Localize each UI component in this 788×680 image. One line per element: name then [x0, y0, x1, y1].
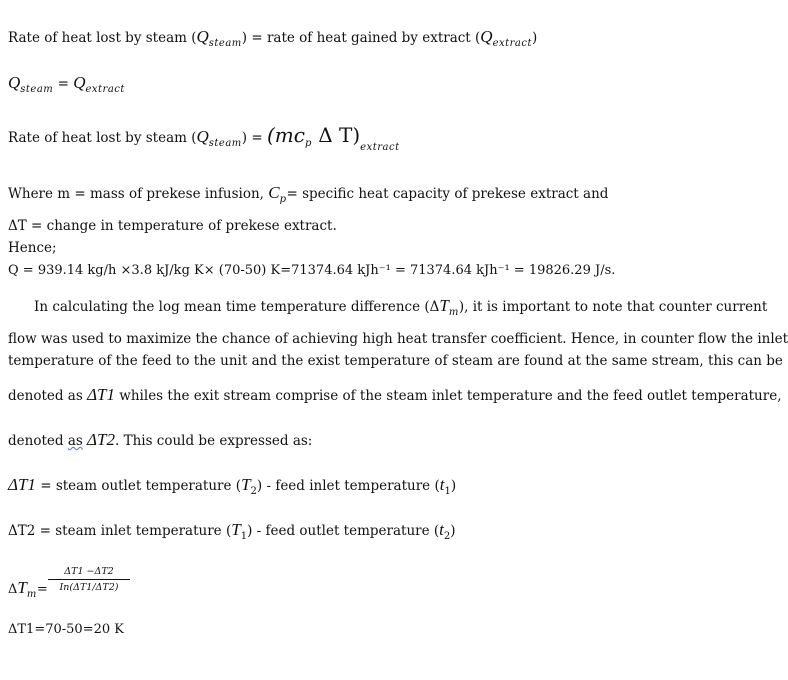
subscript: p	[279, 194, 287, 205]
delta-t1-symbol: ΔT1	[8, 475, 36, 494]
delta-t2-symbol: ΔT2	[82, 430, 115, 449]
t-symbol: T	[241, 475, 251, 494]
mc-term: (mc	[266, 123, 305, 147]
subscript: 1	[240, 531, 248, 542]
text-segment: )	[450, 523, 456, 539]
subscript: m	[448, 307, 459, 318]
text-segment: ), it is important to note that counter current	[458, 299, 768, 315]
heat-calculation: Q = 939.14 kg/h ×3.8 kJ/kg K× (70-50) K=71374.64 kJh⁻¹ = 71374.64 kJh⁻¹ = 19826.29 J/s.	[8, 263, 616, 278]
subscript: m	[26, 589, 37, 600]
hence-label: Hence;	[8, 240, 57, 256]
text-segment: . This could be expressed as:	[114, 433, 313, 449]
fraction-denominator: In(ΔT1/ΔT2)	[59, 582, 119, 593]
heat-balance-equation	[8, 74, 125, 95]
text-segment: ) =	[241, 130, 267, 146]
text-segment: Rate of heat lost by steam (	[8, 130, 197, 146]
q-symbol: Q	[196, 27, 209, 46]
t-symbol: T	[17, 578, 27, 597]
text-segment: = specific heat capacity of prekese extract and	[286, 186, 609, 202]
text-segment: denoted	[8, 433, 68, 449]
text-segment: In calculating the log mean time temperature difference (Δ	[34, 299, 440, 315]
t-symbol: t	[439, 520, 444, 539]
text-segment: Where m = mass of prekese infusion,	[8, 186, 269, 202]
q-symbol: Q	[196, 127, 209, 146]
variable-definitions	[8, 184, 608, 205]
text-segment: )	[532, 30, 538, 46]
delta-t1-symbol: ΔT1	[87, 385, 116, 404]
t-symbol: T	[231, 520, 241, 539]
paragraph-line-5	[8, 431, 312, 450]
delta-t1-calculation: ΔT1=70-50=20 K	[8, 622, 124, 637]
text-segment: Rate of heat lost by steam (	[8, 30, 197, 46]
t-symbol: T	[439, 296, 449, 315]
subscript: steam	[208, 38, 242, 49]
subscript: extract	[492, 38, 533, 49]
q-symbol: Q	[8, 73, 21, 92]
spellcheck-word: as	[67, 433, 83, 449]
subscript: steam	[20, 84, 54, 95]
subscript: 2	[250, 486, 257, 497]
fraction	[48, 566, 130, 593]
delta-symbol: Δ	[8, 582, 18, 597]
t-symbol: t	[439, 475, 445, 494]
subscript: 1	[444, 486, 451, 497]
q-symbol: Q	[480, 27, 493, 46]
text-segment: ) = rate of heat gained by extract (	[241, 30, 481, 46]
delta-t1-definition	[8, 476, 456, 497]
equals-sign: =	[53, 76, 74, 92]
cp-symbol: C	[268, 183, 280, 202]
delta-t-definition: ΔT = change in temperature of prekese extract.	[8, 218, 337, 234]
text-segment: ) - feed outlet temperature (	[247, 523, 440, 539]
delta-t-term: Δ T)	[311, 123, 361, 147]
fraction-numerator: ΔT1 −ΔT2	[64, 566, 114, 577]
text-segment: ) - feed inlet temperature (	[256, 478, 440, 494]
subscript: p	[304, 138, 312, 149]
paragraph-line-1	[34, 297, 767, 318]
q-symbol: Q	[73, 73, 86, 92]
text-segment: ΔT2 = steam inlet temperature (	[8, 523, 232, 539]
heat-lost-formula	[8, 123, 400, 153]
equals-sign: =	[36, 582, 48, 597]
text-segment: )	[450, 478, 457, 494]
delta-t2-definition	[8, 521, 456, 542]
fraction-bar	[48, 579, 130, 580]
text-segment: denoted as	[8, 388, 88, 404]
heat-balance-statement	[8, 28, 537, 49]
text-segment: whiles the exit stream comprise of the steam inlet temperature and the feed outlet temperature,	[115, 388, 782, 404]
paragraph-line-4	[8, 386, 781, 405]
paragraph-line-3: temperature of the feed to the unit and the exist temperature of steam are found at the same stream, this can be	[8, 353, 783, 369]
subscript: extract	[85, 84, 125, 95]
subscript: extract	[360, 142, 400, 153]
subscript: steam	[208, 138, 242, 149]
lmtd-lhs	[8, 578, 48, 598]
subscript: 2	[443, 531, 451, 542]
text-segment: = steam outlet temperature (	[35, 478, 242, 494]
paragraph-line-2: flow was used to maximize the chance of achieving high heat transfer coefficient. Hence, in counter flow the inlet	[8, 331, 788, 347]
